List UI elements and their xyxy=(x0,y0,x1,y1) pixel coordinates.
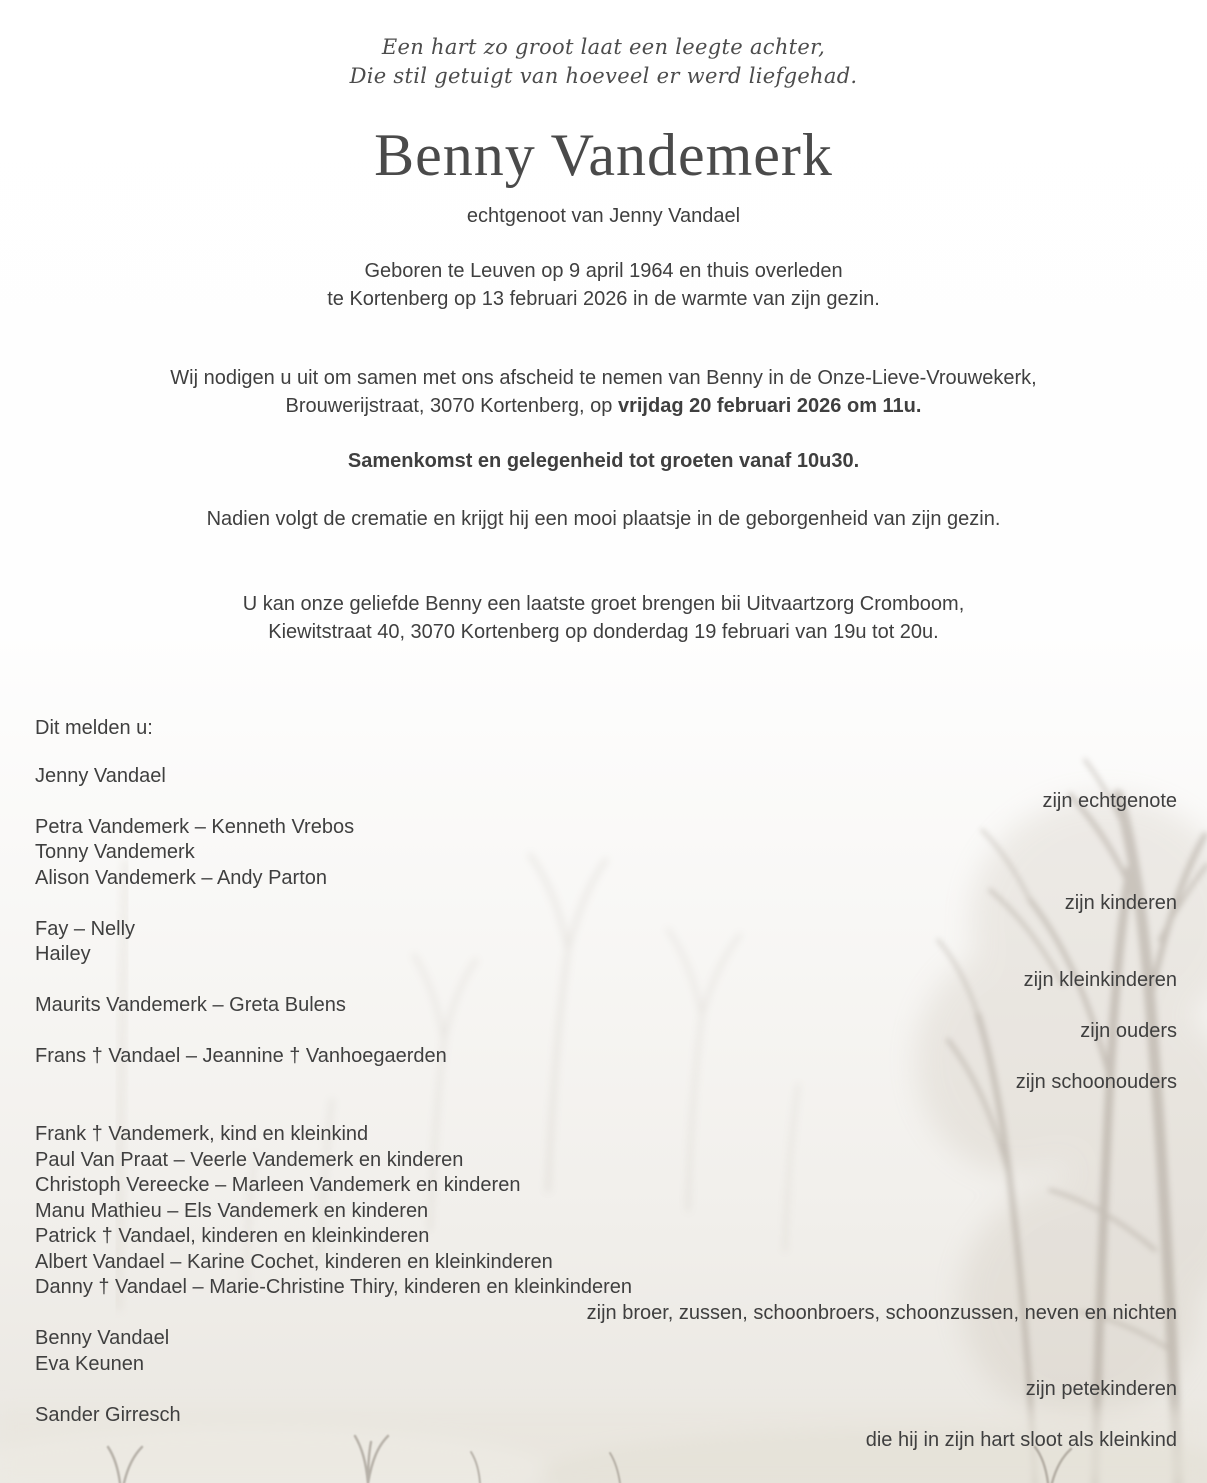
visitation-line2: Kiewitstraat 40, 3070 Kortenberg op donderdag 19 februari van 19u tot 20u. xyxy=(268,620,939,643)
family-name: Frans † Vandael – Jeannine † Vanhoegaerden xyxy=(35,1045,447,1067)
family-name: Patrick † Vandael, kinderen en kleinkinderen xyxy=(35,1225,430,1247)
family-relation: die hij in zijn hart sloot als kleinkind xyxy=(865,1429,1177,1451)
family-name: Danny † Vandael – Marie-Christine Thiry, kinderen en kleinkinderen xyxy=(35,1276,632,1298)
deceased-relation: echtgenoot van Jenny Vandael xyxy=(466,205,741,227)
gathering-notice: Samenkomst en gelegenheid tot groeten vanaf 10u30. xyxy=(347,450,860,472)
family-relation: zijn petekinderen xyxy=(1025,1378,1177,1400)
family-name: Sander Girresch xyxy=(35,1403,181,1426)
epigraph-line2: Die stil getuigt van hoeveel er werd liefgehad. xyxy=(349,64,858,88)
family-name: Frank † Vandemerk, kind en kleinkind xyxy=(35,1123,369,1145)
invitation-line1: Wij nodigen u uit om samen met ons afscheid te nemen van Benny in de Onze-Lieve-Vrouwekerk, xyxy=(170,367,1037,389)
epigraph xyxy=(0,0,1207,91)
epigraph-line1: Een hart zo groot laat een leegte achter, xyxy=(381,35,826,59)
funeral-invitation xyxy=(0,365,1207,420)
family-relation: zijn echtgenote xyxy=(1042,790,1177,812)
cremation-notice: Nadien volgt de crematie en krijgt hij een mooi plaatsje in de geborgenheid van zijn gezin. xyxy=(206,507,1001,530)
deceased-name: Benny Vandemerk xyxy=(374,122,833,188)
invitation-line2-bold: vrijdag 20 februari 2026 om 11u. xyxy=(617,394,922,417)
family-relation: zijn broer, zussen, schoonbroers, schoonzussen, neven en nichten xyxy=(586,1301,1177,1324)
family-name: Fay – Nelly xyxy=(35,917,136,940)
invitation-line2-plain: Brouwerijstraat, 3070 Kortenberg, op xyxy=(285,394,613,417)
family-group-siblings xyxy=(35,1122,1177,1326)
family-relation: zijn ouders xyxy=(1080,1019,1177,1042)
family-group-children xyxy=(35,815,1177,917)
family-name: Alison Vandemerk – Andy Parton xyxy=(35,866,328,889)
birth-death-text xyxy=(0,258,1207,313)
visitation-line1: U kan onze geliefde Benny een laatste groet brengen bii Uitvaartzorg Cromboom, xyxy=(242,593,965,615)
family-name: Hailey xyxy=(35,943,91,965)
birth-line1: Geboren te Leuven op 9 april 1964 en thuis overleden xyxy=(364,260,843,282)
family-name: Albert Vandael – Karine Cochet, kinderen en kleinkinderen xyxy=(35,1250,553,1273)
family-group-spouse xyxy=(35,764,1177,815)
family-name: Manu Mathieu – Els Vandemerk en kinderen xyxy=(35,1199,429,1222)
family-group-parents-in-law xyxy=(35,1044,1177,1095)
family-relation: zijn schoonouders xyxy=(1015,1070,1177,1093)
family-name: Paul Van Praat – Veerle Vandemerk en kinderen xyxy=(35,1148,464,1171)
family-name: Maurits Vandemerk – Greta Bulens xyxy=(35,994,346,1016)
family-announcement-list xyxy=(0,716,1207,1454)
family-group-grandchild-of-heart xyxy=(35,1403,1177,1454)
family-name: Jenny Vandael xyxy=(35,764,166,787)
family-name: Benny Vandael xyxy=(35,1327,170,1349)
birth-line2: te Kortenberg op 13 februari 2026 in de warmte van zijn gezin. xyxy=(327,287,880,310)
family-group-parents xyxy=(35,993,1177,1044)
family-intro: Dit melden u: xyxy=(35,717,153,739)
family-name: Eva Keunen xyxy=(35,1352,144,1375)
family-relation: zijn kleinkinderen xyxy=(1023,968,1177,991)
family-name: Tonny Vandemerk xyxy=(35,841,195,863)
family-name: Christoph Vereecke – Marleen Vandemerk en kinderen xyxy=(35,1174,521,1196)
visitation-notice xyxy=(0,591,1207,646)
family-name: Petra Vandemerk – Kenneth Vrebos xyxy=(35,815,355,838)
family-relation: zijn kinderen xyxy=(1064,892,1177,914)
family-group-grandchildren xyxy=(35,917,1177,994)
family-group-godchildren xyxy=(35,1326,1177,1403)
